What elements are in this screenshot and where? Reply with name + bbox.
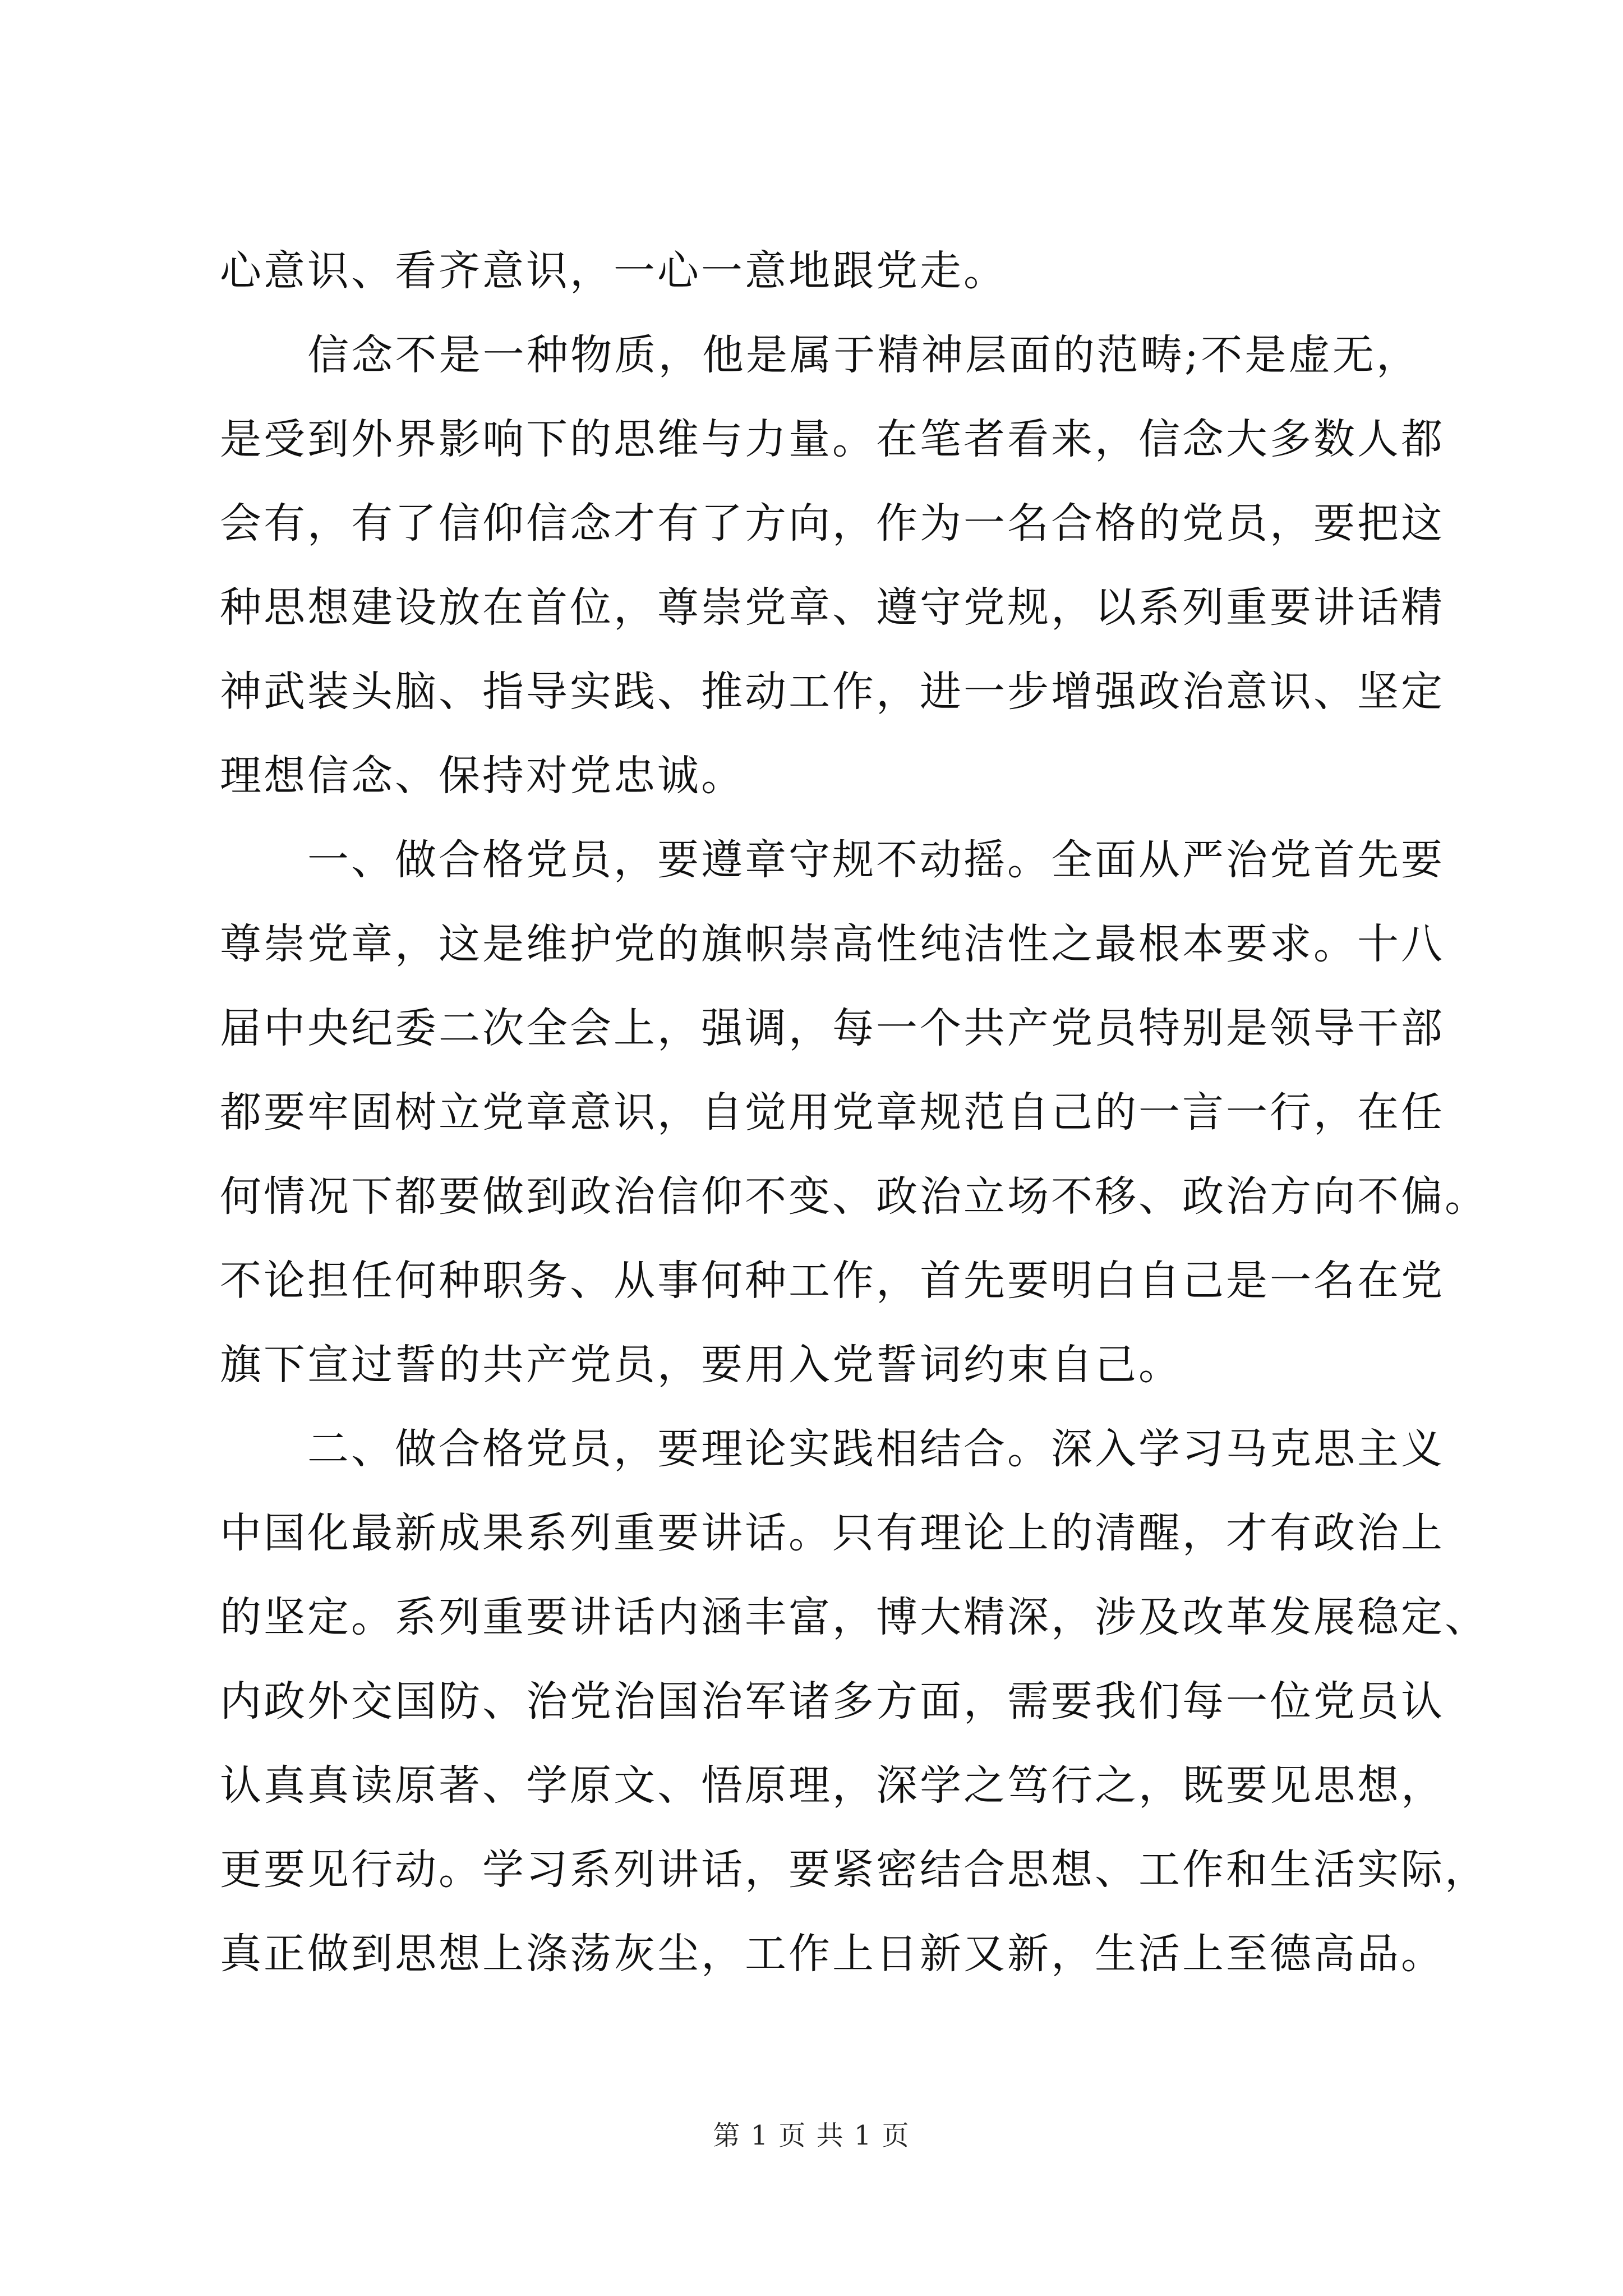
- text-line: 会有，有了信仰信念才有了方向，作为一名合格的党员，要把这: [220, 499, 1445, 547]
- text-line: 信念不是一种物质，他是属于精神层面的范畴;不是虚无，: [307, 331, 1420, 379]
- text-line: 中国化最新成果系列重要讲话。只有理论上的清醒，才有政治上: [220, 1509, 1445, 1557]
- text-line: 真正做到思想上涤荡灰尘，工作上日新又新，生活上至德高品。: [220, 1930, 1445, 1978]
- text-line: 何情况下都要做到政治信仰不变、政治立场不移、政治方向不偏。: [220, 1172, 1488, 1221]
- text-line: 是受到外界影响下的思维与力量。在笔者看来，信念大多数人都: [220, 415, 1445, 463]
- text-line: 认真真读原著、学原文、悟原理，深学之笃行之，既要见思想，: [220, 1761, 1445, 1810]
- text-line: 的坚定。系列重要讲话内涵丰富，博大精深，涉及改革发展稳定、: [220, 1593, 1488, 1641]
- text-line: 届中央纪委二次全会上，强调，每一个共产党员特别是领导干部: [220, 1004, 1445, 1052]
- text-line: 神武装头脑、指导实践、推动工作，进一步增强政治意识、坚定: [220, 668, 1445, 716]
- document-body: [220, 229, 1488, 1996]
- text-line: 心意识、看齐意识，一心一意地跟党走。: [220, 247, 1007, 295]
- text-line: 一、做合格党员，要遵章守规不动摇。全面从严治党首先要: [307, 836, 1445, 884]
- text-line: 旗下宣过誓的共产党员，要用入党誓词约束自己。: [220, 1341, 1182, 1389]
- text-line: 更要见行动。学习系列讲话，要紧密结合思想、工作和生活实际，: [220, 1846, 1488, 1894]
- text-line: 不论担任何种职务、从事何种工作，首先要明白自己是一名在党: [220, 1257, 1445, 1305]
- text-line: 尊崇党章，这是维护党的旗帜崇高性纯洁性之最根本要求。十八: [220, 920, 1445, 968]
- page-footer: 第 1 页 共 1 页: [713, 2120, 910, 2151]
- text-line: 种思想建设放在首位，尊崇党章、遵守党规，以系列重要讲话精: [220, 583, 1445, 632]
- text-line: 二、做合格党员，要理论实践相结合。深入学习马克思主义: [307, 1425, 1445, 1473]
- text-line: 理想信念、保持对党忠诚。: [220, 752, 745, 800]
- text-line: 内政外交国防、治党治国治军诸多方面，需要我们每一位党员认: [220, 1677, 1445, 1726]
- text-line: 都要牢固树立党章意识，自觉用党章规范自己的一言一行，在任: [220, 1088, 1445, 1137]
